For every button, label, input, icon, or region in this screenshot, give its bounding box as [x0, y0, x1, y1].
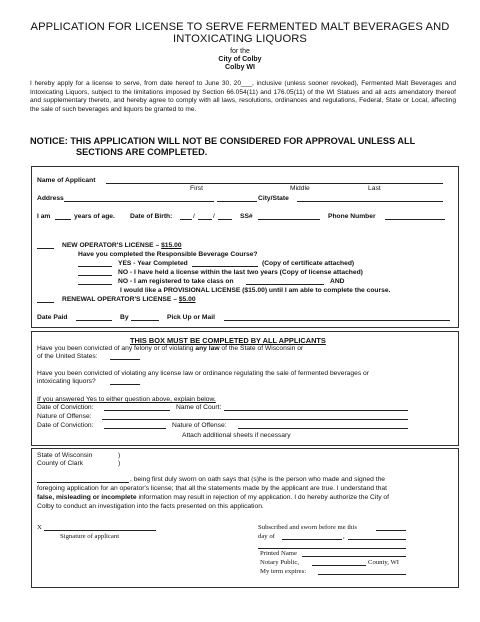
- state-label: State of Wisconsin: [37, 452, 93, 459]
- affiant-name-field[interactable]: [37, 482, 129, 483]
- no-held-label: NO - I have held a license within the last two years (Copy of license attached): [118, 269, 363, 276]
- address-field[interactable]: [64, 201, 214, 202]
- signature-caption: Signature of applicant: [60, 533, 120, 540]
- city-location: Colby WI: [225, 64, 255, 71]
- year-completed-field[interactable]: [192, 266, 258, 267]
- county-label: County of Clark: [37, 460, 84, 467]
- day-of-label: day of: [258, 533, 275, 540]
- nature-offense-label: Nature of Offense:: [37, 413, 92, 420]
- applicant-name-field[interactable]: [106, 183, 443, 184]
- signature-field[interactable]: [44, 530, 156, 531]
- notice-line2: SECTIONS ARE COMPLETED.: [76, 147, 208, 157]
- renewal-fee: $5.00: [178, 296, 196, 303]
- oath-section: [31, 448, 459, 588]
- renewal-checkbox[interactable]: [37, 302, 54, 303]
- middle-name-caption: Middle: [290, 185, 310, 192]
- printed-name-field[interactable]: [302, 556, 406, 557]
- dob-day-field[interactable]: [198, 219, 212, 220]
- oath-text-4: Colby to conduct an investigation into the facts presented on this application.: [37, 503, 264, 510]
- county-paren: ): [118, 460, 121, 467]
- date-conviction-label-2: Date of Conviction:: [37, 422, 94, 429]
- yes-note: (Copy of certificate attached): [262, 260, 355, 267]
- age-suffix: years of age.: [74, 213, 115, 220]
- city-state-field[interactable]: [297, 201, 443, 202]
- subscribed-day-field[interactable]: [376, 530, 406, 531]
- renewal-label: [62, 296, 196, 304]
- date-paid-label: Date Paid: [37, 314, 68, 321]
- intro-paragraph: I hereby apply for a license to serve, from date hereof to June 30, 20___, inclusive (unless sooner revoked), Fermented Malt Beverages and Intoxicating Liquors, subject to the limitations imposed by Section 66.054(11) and 176.05(11) of the WI Statues and all acts amendatory thereof and supplementary thereto, and hereby agree to comply with all laws, resolutions, ordinances and regulations, Federal, State or Local, affecting the sale of such beverages and liquors be granted to me.: [30, 80, 456, 113]
- license-law-question-b: intoxicating liquors?: [37, 378, 96, 385]
- oath-text-3-bold: false, misleading or incomplete: [37, 494, 137, 501]
- term-expires-label: My term expires:: [260, 568, 307, 575]
- last-name-caption: Last: [368, 185, 381, 192]
- first-name-caption: First: [190, 185, 203, 192]
- for-the-label: for the: [230, 48, 250, 55]
- convictions-heading: THIS BOX MUST BE COMPLETED BY ALL APPLICANTS: [130, 336, 326, 345]
- oath-text-3-rest: information may result in rejection of my application. I do hereby authorize the City of: [138, 494, 390, 501]
- course-question: Have you completed the Responsible Beverage Course?: [78, 251, 258, 258]
- phone-label: Phone Number: [328, 213, 376, 220]
- no-held-checkbox[interactable]: [78, 275, 112, 276]
- address-label: Address: [37, 195, 64, 202]
- dob-sep-2: /: [213, 213, 215, 220]
- age-field[interactable]: [55, 219, 71, 220]
- license-law-question: Have you been convicted of violating any license law or ordinance regulating the sale of fermented beverages or: [37, 370, 369, 377]
- ssn-label: SS#: [240, 213, 253, 220]
- felony-question: [37, 345, 303, 353]
- license-law-answer-field[interactable]: [110, 384, 140, 385]
- dob-label: Date of Birth:: [130, 213, 173, 220]
- pickup-label: Pick Up or Mail: [167, 314, 215, 321]
- subscribed-label: Subscribed and sworn before me this: [258, 524, 357, 531]
- oath-text-1: , being first duly sworn on oath says that (s)he is the person who made and signed the: [130, 476, 386, 483]
- date-paid-field[interactable]: [76, 320, 112, 321]
- nature-offense-field[interactable]: [102, 419, 408, 420]
- dob-year-field[interactable]: [218, 219, 232, 220]
- new-license-fee: $15.00: [161, 242, 182, 249]
- name-court-field[interactable]: [224, 410, 408, 411]
- and-label: AND: [330, 278, 345, 285]
- name-of-applicant-label: Name of Applicant: [37, 177, 96, 184]
- felony-answer-field[interactable]: [110, 359, 140, 360]
- county-wi-label: County, WI: [368, 559, 400, 566]
- printed-name-label: Printed Name: [260, 550, 297, 557]
- date-conviction-field[interactable]: [104, 410, 170, 411]
- notary-signature-field[interactable]: [258, 548, 406, 549]
- oath-text-2: foregoing application for an operator's license; that all the statements made by the applicant are true. I understand that: [37, 485, 387, 492]
- ssn-field[interactable]: [258, 219, 320, 220]
- name-court-label: Name of Court:: [176, 404, 222, 411]
- felony-question-c: of the State of Wisconsin or: [221, 345, 304, 352]
- dob-month-field[interactable]: [180, 219, 192, 220]
- yes-label: YES - Year Completed: [118, 260, 188, 267]
- phone-field[interactable]: [385, 219, 445, 220]
- renewal-text: RENEWAL OPERATOR'S LICENSE –: [62, 296, 177, 303]
- felony-question-d: of the United States:: [37, 353, 98, 360]
- form-title-line1: APPLICATION FOR LICENSE TO SERVE FERMENTED MALT BEVERAGES AND: [30, 21, 450, 33]
- day-of-comma: ,: [343, 533, 345, 540]
- by-field[interactable]: [131, 320, 159, 321]
- day-of-year-field[interactable]: [348, 539, 406, 540]
- attach-note: Attach additional sheets if necessary: [182, 432, 291, 439]
- no-registered-checkbox[interactable]: [78, 284, 112, 285]
- new-license-label: [62, 242, 182, 250]
- nature-offense-field-2[interactable]: [238, 428, 408, 429]
- term-expires-field[interactable]: [318, 574, 406, 575]
- signature-x: X: [37, 524, 42, 531]
- date-conviction-field-2[interactable]: [104, 428, 166, 429]
- yes-checkbox[interactable]: [78, 266, 112, 267]
- city-state-label: City/State: [258, 195, 289, 202]
- city-name: City of Colby: [218, 56, 262, 63]
- by-label: By: [120, 314, 129, 321]
- date-conviction-label: Date of Conviction:: [37, 404, 94, 411]
- explain-instruction: If you answered Yes to either question above, explain below.: [37, 396, 216, 403]
- new-license-text: NEW OPERATOR'S LICENSE –: [62, 242, 160, 249]
- notary-county-field[interactable]: [312, 565, 366, 566]
- notice-line1: NOTICE: THIS APPLICATION WILL NOT BE CONSIDERED FOR APPROVAL UNLESS ALL: [30, 136, 416, 146]
- state-paren: ): [118, 452, 121, 459]
- oath-text-3: [37, 494, 389, 502]
- no-registered-label: NO - I am registered to take class on: [118, 278, 234, 285]
- felony-question-b: any law: [195, 345, 220, 352]
- felony-question-a: Have you been convicted of any felony or of violating: [37, 345, 194, 352]
- form-title-line2: INTOXICATING LIQUORS: [173, 33, 307, 45]
- age-prefix: I am: [37, 213, 51, 220]
- day-of-month-field[interactable]: [282, 539, 342, 540]
- pickup-field[interactable]: [224, 320, 450, 321]
- notary-public-label: Notary Public,: [260, 559, 300, 566]
- address-field-2[interactable]: [217, 201, 257, 202]
- class-date-field[interactable]: [246, 284, 324, 285]
- dob-sep-1: /: [193, 213, 195, 220]
- provisional-label: I would like a PROVISIONAL LICENSE ($15.00) until I am able to complete the course.: [120, 287, 391, 294]
- nature-offense-label-2: Nature of Offense:: [172, 422, 227, 429]
- new-license-checkbox[interactable]: [37, 248, 54, 249]
